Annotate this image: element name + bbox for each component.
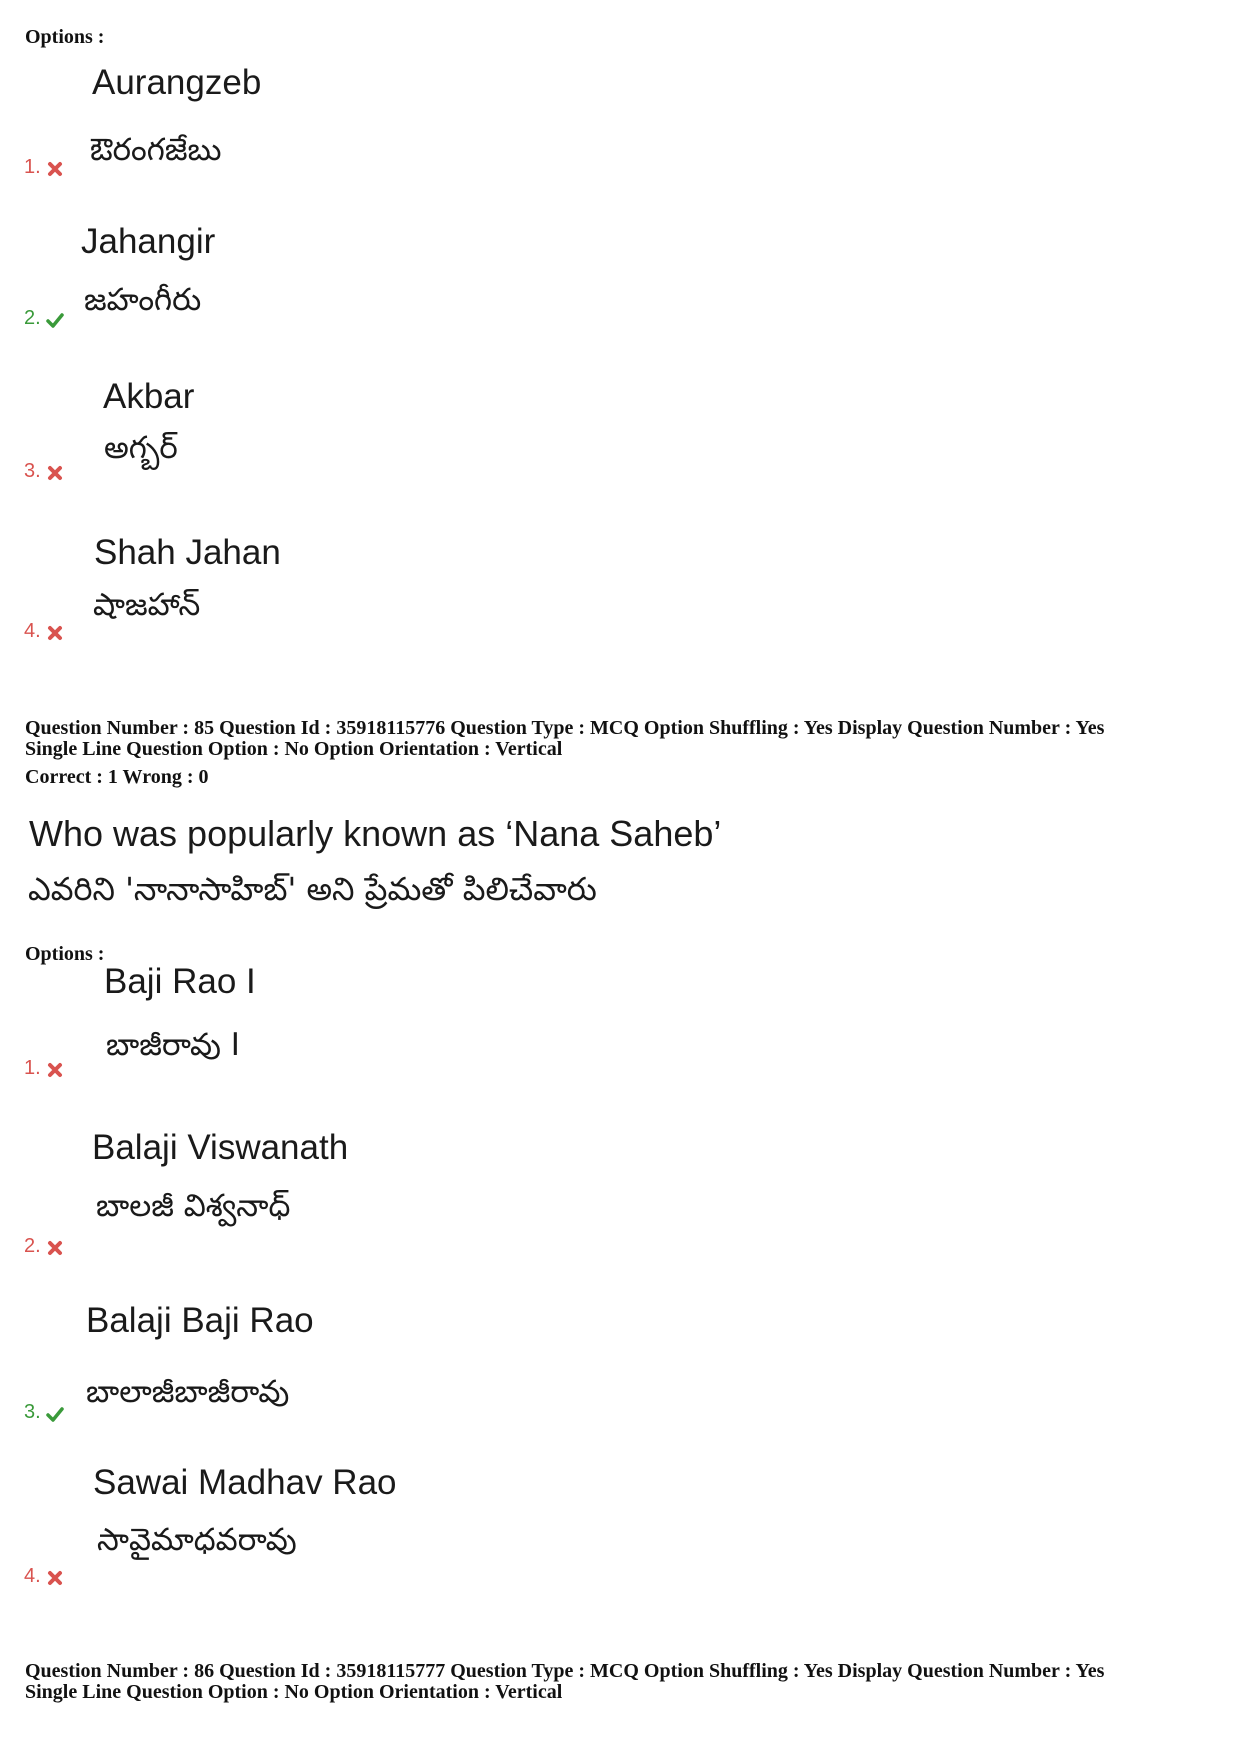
question-meta-line: Single Line Question Option : No Option Orientation : Vertical (25, 738, 563, 760)
question-en-text: Who was popularly known as ‘Nana Saheb’ (29, 813, 722, 854)
cross-icon (46, 464, 64, 482)
option-en-text: Shah Jahan (94, 533, 281, 572)
option-number: 2. (24, 1235, 41, 1257)
score-line: Correct : 1 Wrong : 0 (25, 766, 209, 788)
cross-icon (46, 1061, 64, 1079)
option-number: 1. (24, 1057, 41, 1079)
question-meta-line: Question Number : 85 Question Id : 35918115776 Question Type : MCQ Option Shuffling : Yes Display Question Number : Yes (25, 717, 1105, 739)
cross-icon (46, 624, 64, 642)
question-te-text: ఎవరిని 'నానాసాహిబ్' అని ప్రేమతో పిలిచేవారు (28, 870, 597, 908)
option-marker (24, 620, 64, 642)
check-icon (46, 1405, 64, 1423)
option-en-text: Akbar (103, 377, 195, 416)
option-te-text: షాజహాన్ (93, 587, 201, 623)
option-en-text: Balaji Viswanath (92, 1128, 349, 1167)
option-te-text: జహంగీరు (84, 282, 202, 318)
option-te-text: అగ్బర్ (104, 430, 178, 466)
option-number: 2. (24, 307, 41, 329)
options-label: Options : (25, 943, 105, 965)
option-number: 4. (24, 1565, 41, 1587)
option-te-text: బాజీరావు I (106, 1027, 240, 1063)
option-te-text: బాలాజీబాజీరావు (86, 1374, 290, 1410)
option-te-text: ఔరంగజేబు (90, 132, 222, 168)
cross-icon (46, 1569, 64, 1587)
option-number: 3. (24, 460, 41, 482)
option-marker (24, 1235, 64, 1257)
cross-icon (46, 160, 64, 178)
option-en-text: Balaji Baji Rao (86, 1301, 314, 1340)
option-number: 4. (24, 620, 41, 642)
option-marker (24, 460, 64, 482)
option-number: 3. (24, 1401, 41, 1423)
options-label: Options : (25, 26, 105, 48)
check-icon (46, 311, 64, 329)
option-en-text: Aurangzeb (92, 63, 262, 102)
option-marker (24, 1057, 64, 1079)
option-en-text: Jahangir (81, 222, 216, 261)
option-marker (24, 307, 64, 329)
option-te-text: బాలజీ విశ్వనాధ్ (96, 1188, 291, 1224)
option-marker (24, 1565, 64, 1587)
question-meta-line: Single Line Question Option : No Option Orientation : Vertical (25, 1681, 563, 1703)
option-marker (24, 156, 64, 178)
option-te-text: సావైమాధవరావు (97, 1522, 297, 1558)
cross-icon (46, 1239, 64, 1257)
option-number: 1. (24, 156, 41, 178)
option-marker (24, 1401, 64, 1423)
question-meta-line: Question Number : 86 Question Id : 35918115777 Question Type : MCQ Option Shuffling : Yes Display Question Number : Yes (25, 1660, 1105, 1682)
option-en-text: Baji Rao I (104, 962, 256, 1001)
option-en-text: Sawai Madhav Rao (93, 1463, 397, 1502)
